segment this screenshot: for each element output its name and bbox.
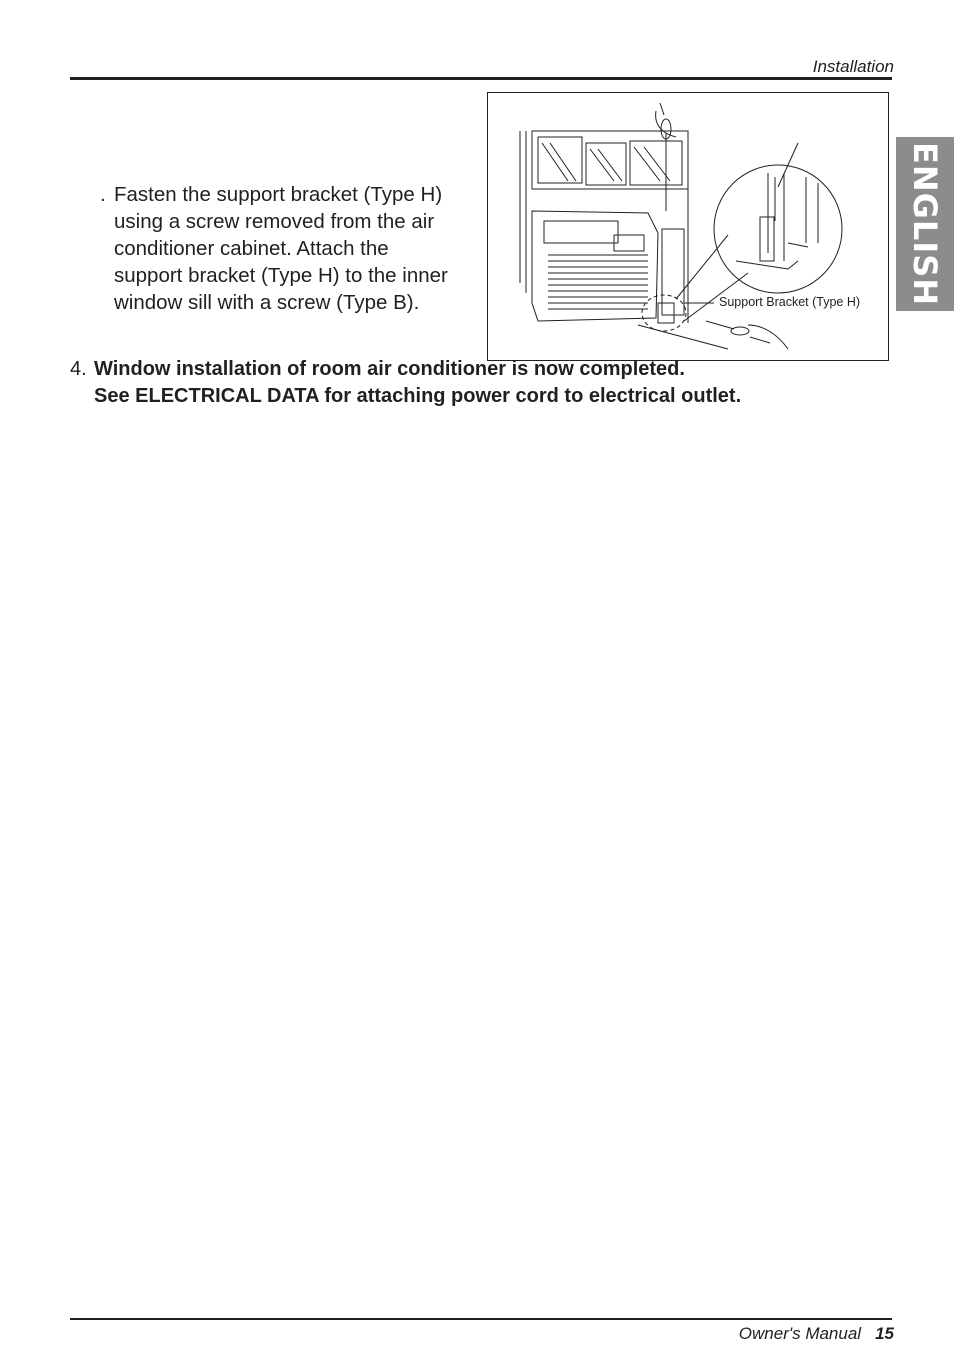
section-title: Installation xyxy=(812,57,894,76)
step-4-line-2: See ELECTRICAL DATA for attaching power cord to electrical outlet. xyxy=(94,385,742,407)
bracket-callout-label: Support Bracket (Type H) xyxy=(719,295,861,309)
header-divider xyxy=(70,77,892,80)
footer-divider xyxy=(70,1318,892,1320)
instruction-text: Fasten the support bracket (Type H) using a screw removed from the air conditioner cabinet. Attach the support bracket (Type H) to the inner window sill with a screw (Type B). xyxy=(114,183,448,314)
language-tab xyxy=(896,137,954,311)
window-ac-illustration xyxy=(488,93,890,362)
step-4 xyxy=(70,356,741,410)
bracket-instruction xyxy=(100,181,480,316)
instruction-bullet: . xyxy=(100,183,106,206)
installation-illustration xyxy=(487,92,889,361)
page-footer xyxy=(739,1324,894,1344)
step-4-line-1: Window installation of room air conditioner is now completed. xyxy=(94,358,685,380)
step-4-number: 4. xyxy=(70,358,87,380)
footer-manual-title: Owner's Manual xyxy=(738,1324,862,1343)
page-number: 15 xyxy=(875,1324,894,1343)
language-tab-label: ENGLISH xyxy=(906,141,944,307)
